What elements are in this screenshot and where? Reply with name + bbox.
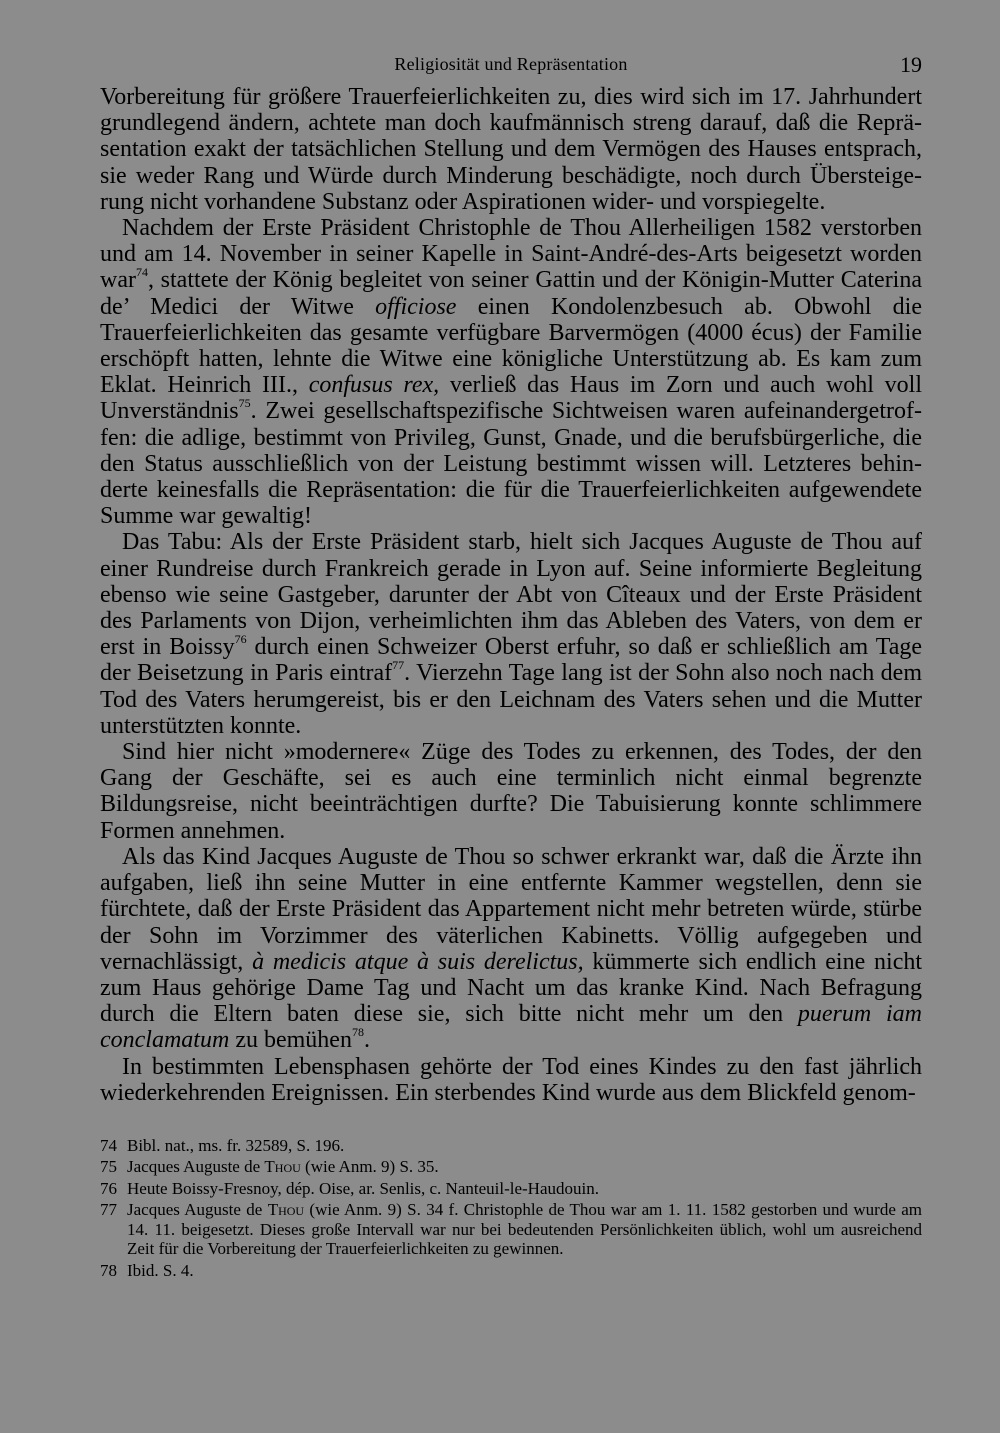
footnote-74 — [100, 1136, 922, 1156]
author-name: Thou — [267, 1200, 305, 1220]
running-head — [100, 48, 922, 84]
main-text — [100, 84, 922, 1106]
footnote-76 — [100, 1179, 922, 1199]
footnote-ref-75[interactable]: 75 — [238, 396, 251, 411]
italic-phrase: puerum iam conclamatum — [100, 1001, 922, 1054]
footnote-78 — [100, 1261, 922, 1281]
footnote-number: 75 — [100, 1157, 117, 1177]
book-page — [100, 48, 922, 1282]
footnote-number: 77 — [100, 1200, 117, 1220]
paragraph-3: Das Tabu: Als der Erste Präsident starb, hielt sich Jacques Auguste de Thou auf einer Rundreise durch Frankreich gerade in Lyon auf. Seine informierte Begleitung ebenso wie seine Gastgeber, darunter der Abt von Cîteaux und der Erste Präsident des Parlaments von Dijon, verheimlichten ihm das Ableben des Vaters, von dem er erst in Boissy$^{76}$ durch einen Schweizer Oberst erfuhr, so daß er schließlich am Tage der Beisetzung in Paris eintraf$^{77}$. Vierzehn Tage lang ist der Sohn also noch nach dem Tod des Vaters herumgereist, bis er den Leichnam des Vaters sehen und die Mutter unterstützten konnte. — [100, 529, 923, 739]
footnotes — [100, 1136, 922, 1281]
paragraph-4: Sind hier nicht »modernere« Züge des Todes zu erkennen, des Todes, der den Gang der Geschäfte, sei es auch eine terminlich nicht einmal begrenzte Bildungsreise, nicht beeinträchtigen durfte? Die Tabuisierung konnte schlimmere Formen annehmen. — [100, 739, 922, 844]
footnote-75 — [100, 1157, 922, 1177]
footnote-text: Bibl. nat., ms. fr. 32589, S. 196. — [127, 1135, 345, 1155]
italic-phrase: confusus rex, — [308, 372, 440, 399]
footnote-ref-74[interactable]: 74 — [135, 265, 148, 280]
footnote-text: Jacques Auguste de Thou (wie Anm. 9) S. 34 f. Christophle de Thou war am 1. 11. 1582 gestorben und wurde am 14. 11. beigesetzt. Dieses große Intervall war nur bei bedeutenden Persönlichkeiten üblich, wohl um ausreichend Zeit für die Vorbereitung der Trauerfeierlichkeiten zu gewinnen. — [127, 1200, 923, 1259]
footnote-ref-78[interactable]: 78 — [351, 1025, 364, 1040]
footnote-text: Ibid. S. 4. — [127, 1260, 194, 1280]
running-title: Religiosität und Repräsentation — [394, 54, 628, 74]
paragraph-5: Als das Kind Jacques Auguste de Thou so schwer erkrankt war, daß die Ärzte ihn aufgaben, ließ ihn seine Mutter in eine entfernte Kammer wegstellen, denn sie fürchtete, daß der Erste Präsident das Appartement nicht mehr betreten würde, stürbe der Sohn im Vorzimmer des väterlichen Kabinetts. Völlig aufgegeben und vernachlässigt, à medicis atque à suis derelictus, kümmerte sich endlich eine nicht zum Haus gehörige Dame Tag und Nacht um das kranke Kind. Nach Befragung durch die Eltern baten diese sie, sich bitte nicht mehr um den puerum iam conclamatum zu bemühen$^{78}$. — [100, 843, 923, 1054]
footnote-number: 76 — [100, 1178, 117, 1198]
footnote-77 — [100, 1200, 922, 1259]
author-name: Thou — [264, 1157, 301, 1177]
page-number: 19 — [900, 52, 922, 77]
italic-phrase: officiose — [375, 293, 457, 320]
italic-phrase: à medicis atque à suis derelictus, — [252, 948, 584, 975]
footnote-text: Jacques Auguste de Thou (wie Anm. 9) S. 35. — [127, 1157, 439, 1177]
footnote-text: Heute Boissy-Fresnoy, dép. Oise, ar. Senlis, c. Nanteuil-le-Haudouin. — [127, 1178, 599, 1198]
footnote-ref-77[interactable]: 77 — [392, 658, 405, 673]
footnote-number: 78 — [100, 1260, 117, 1280]
footnote-number: 74 — [100, 1135, 117, 1155]
paragraph-1: Vorbereitung für größere Trauerfeierlichkeiten zu, dies wird sich im 17. Jahrhundert grundlegend ändern, achtete man doch kaufmännisch streng darauf, daß die Repräsentation exakt der tatsächlichen Stellung und dem Vermögen des Hauses entsprach, sie weder Rang und Würde durch Minderung beschädigte, noch durch Übersteigerung nicht vorhandene Substanz oder Aspirationen wider- und vorspiegelte. — [100, 84, 922, 215]
paragraph-6: In bestimmten Lebensphasen gehörte der Tod eines Kindes zu den fast jährlich wiederkehrenden Ereignissen. Ein sterbendes Kind wurde aus dem Blickfeld genom- — [100, 1053, 922, 1106]
paragraph-2: Nachdem der Erste Präsident Christophle de Thou Allerheiligen 1582 verstorben und am 14. November in seiner Kapelle in Saint-André-des-Arts beigesetzt worden war$^{74}$, stattete der König begleitet von seiner Gattin und der Königin-Mutter Caterina de’ Medici der Witwe officiose einen Kondolenzbesuch ab. Obwohl die Trauerfeierlichkeiten das gesamte verfügbare Barvermögen (4000 écus) der Familie erschöpft hatten, lehnte die Witwe eine königliche Unterstützung ab. Es kam zum Eklat. Heinrich III., confusus rex, verließ das Haus im Zorn und auch wohl voll Unverständnis$^{75}$. Zwei gesellschaftspezifische Sichtweisen waren aufeinandergetroffen: die adlige, bestimmt von Privileg, Gunst, Gnade, und die berufsbürgerliche, die den Status ausschließlich von der Leistung bestimmt wissen will. Letzteres behinderte keinesfalls die Repräsentation: die für die Trauerfeierlichkeiten aufgewendete Summe war gewaltig! — [100, 215, 922, 530]
footnote-ref-76[interactable]: 76 — [234, 632, 247, 647]
